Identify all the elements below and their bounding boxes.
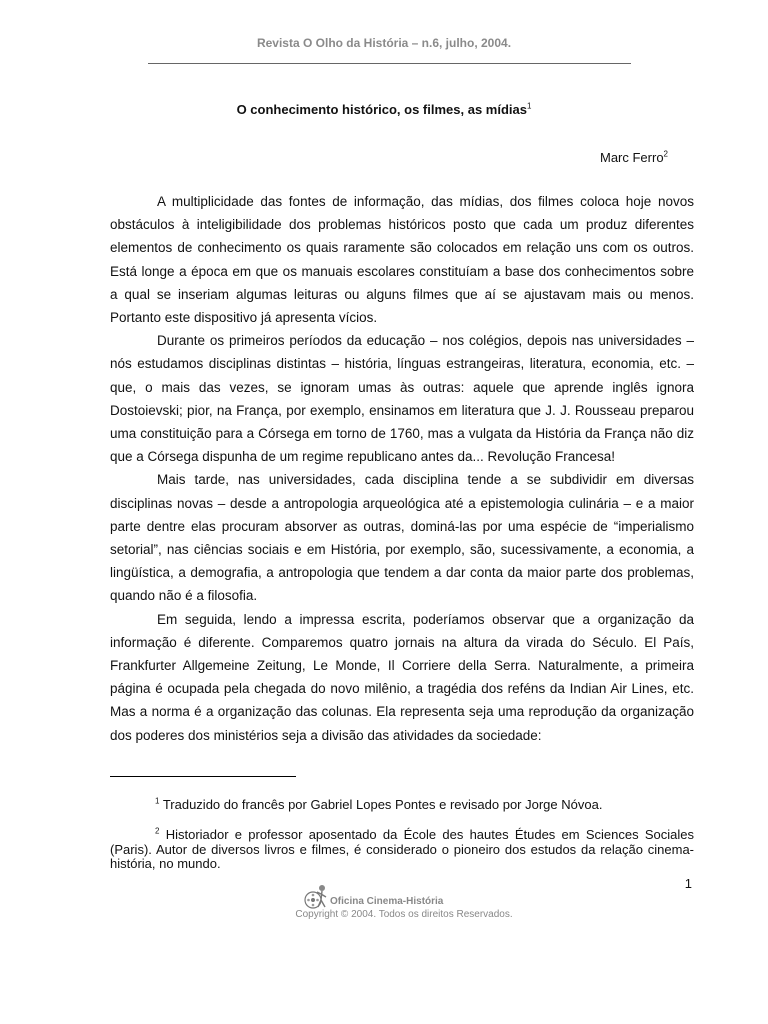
paragraph-2: Durante os primeiros períodos da educação – nos colégios, depois nas universidades – nós estudamos disciplinas distintas – história, línguas estrangeiras, literatura, economia, etc. – que, o mais das vezes, se ignoram umas às outras: aquele que aprende inglês ignora Dostoievski; pior, na França, por exemplo, ensinamos em literatura que J. J. Rousseau preparou uma constituição para a Córsega em torno de 1760, mas a vulgata da História da França não diz que a Córsega dispunha de um regime republicano antes da... Revolução Francesa! (110, 333, 694, 465)
paragraph-3: Mais tarde, nas universidades, cada disciplina tende a se subdividir em diversas disciplinas novas – desde a antropologia arqueológica até a epistemologia culinária – e a maior parte dentre elas procuram absorver as outras, dominá-las por uma espécie de “imperialismo setorial”, nas ciências sociais e em História, por exemplo, são, sucessivamente, a economia, a lingüística, a demografia, a antropologia que tendem a dar conta da maior parte dos problemas, quando não é a filosofia. (110, 472, 694, 604)
footnote-1 (110, 797, 694, 813)
article-title-text: O conhecimento histórico, os filmes, as mídias (236, 102, 527, 117)
film-reel-figure-icon (304, 882, 330, 910)
article-title (0, 102, 768, 117)
footnote-2-mark: 2 (155, 826, 160, 836)
paragraph-4: Em seguida, lendo a impressa escrita, poderíamos observar que a organização da informação é diferente. Comparemos quatro jornais na altura da virada do Século. El País, Frankfurter Allgemeine Zeitung, Le Monde, Il Corriere della Serra. Naturalmente, a primeira página é ocupada pela chegada do novo milênio, a tragédia dos reféns da Indian Air Lines, etc. Mas a norma é a organização das colunas. Ela representa seja uma reprodução da organização dos poderes dos ministérios seja a divisão das atividades da sociedade: (110, 611, 694, 743)
author-footnote-ref[interactable]: 2 (663, 149, 668, 159)
author-name: Marc Ferro (599, 150, 664, 165)
footnote-2 (110, 828, 694, 872)
footnote-1-text: Traduzido do francês por Gabriel Lopes Pontes e revisado por Jorge Nóvoa. (159, 797, 603, 812)
paragraph-1: A multiplicidade das fontes de informação, das mídias, dos filmes coloca hoje novos obstáculos à inteligibilidade dos problemas históricos posto que cada um produz diferentes elementos de conhecimento os quais raramente são colocados em relação uns com os outros. Está longe a época em que os manuais escolares constituíam a base dos conhecimentos sobre a qual se inseriam algumas leituras ou alguns filmes que aí se ajustavam mais ou menos. Portanto este dispositivo já apresenta vícios. (110, 194, 694, 326)
article-author (600, 150, 668, 165)
journal-header: Revista O Olho da História – n.6, julho, 2004. (256, 36, 512, 50)
footnote-divider (110, 776, 296, 777)
footnote-2-text: Historiador e professor aposentado da École des hautes Études em Sciences Sociales (Paris). Autor de diversos livros e filmes, é considerado o pioneiro dos estudos da relação cinema-história, no mundo. (110, 827, 694, 871)
title-footnote-ref[interactable]: 1 (526, 101, 532, 111)
article-body (110, 190, 694, 747)
footnote-1-mark: 1 (155, 796, 160, 806)
footer-brand: Oficina Cinema-História (330, 896, 444, 907)
page-number: 1 (684, 876, 692, 891)
footer-copyright: Copyright © 2004. Todos os direitos Reservados. (295, 909, 513, 920)
header-divider (148, 63, 631, 64)
